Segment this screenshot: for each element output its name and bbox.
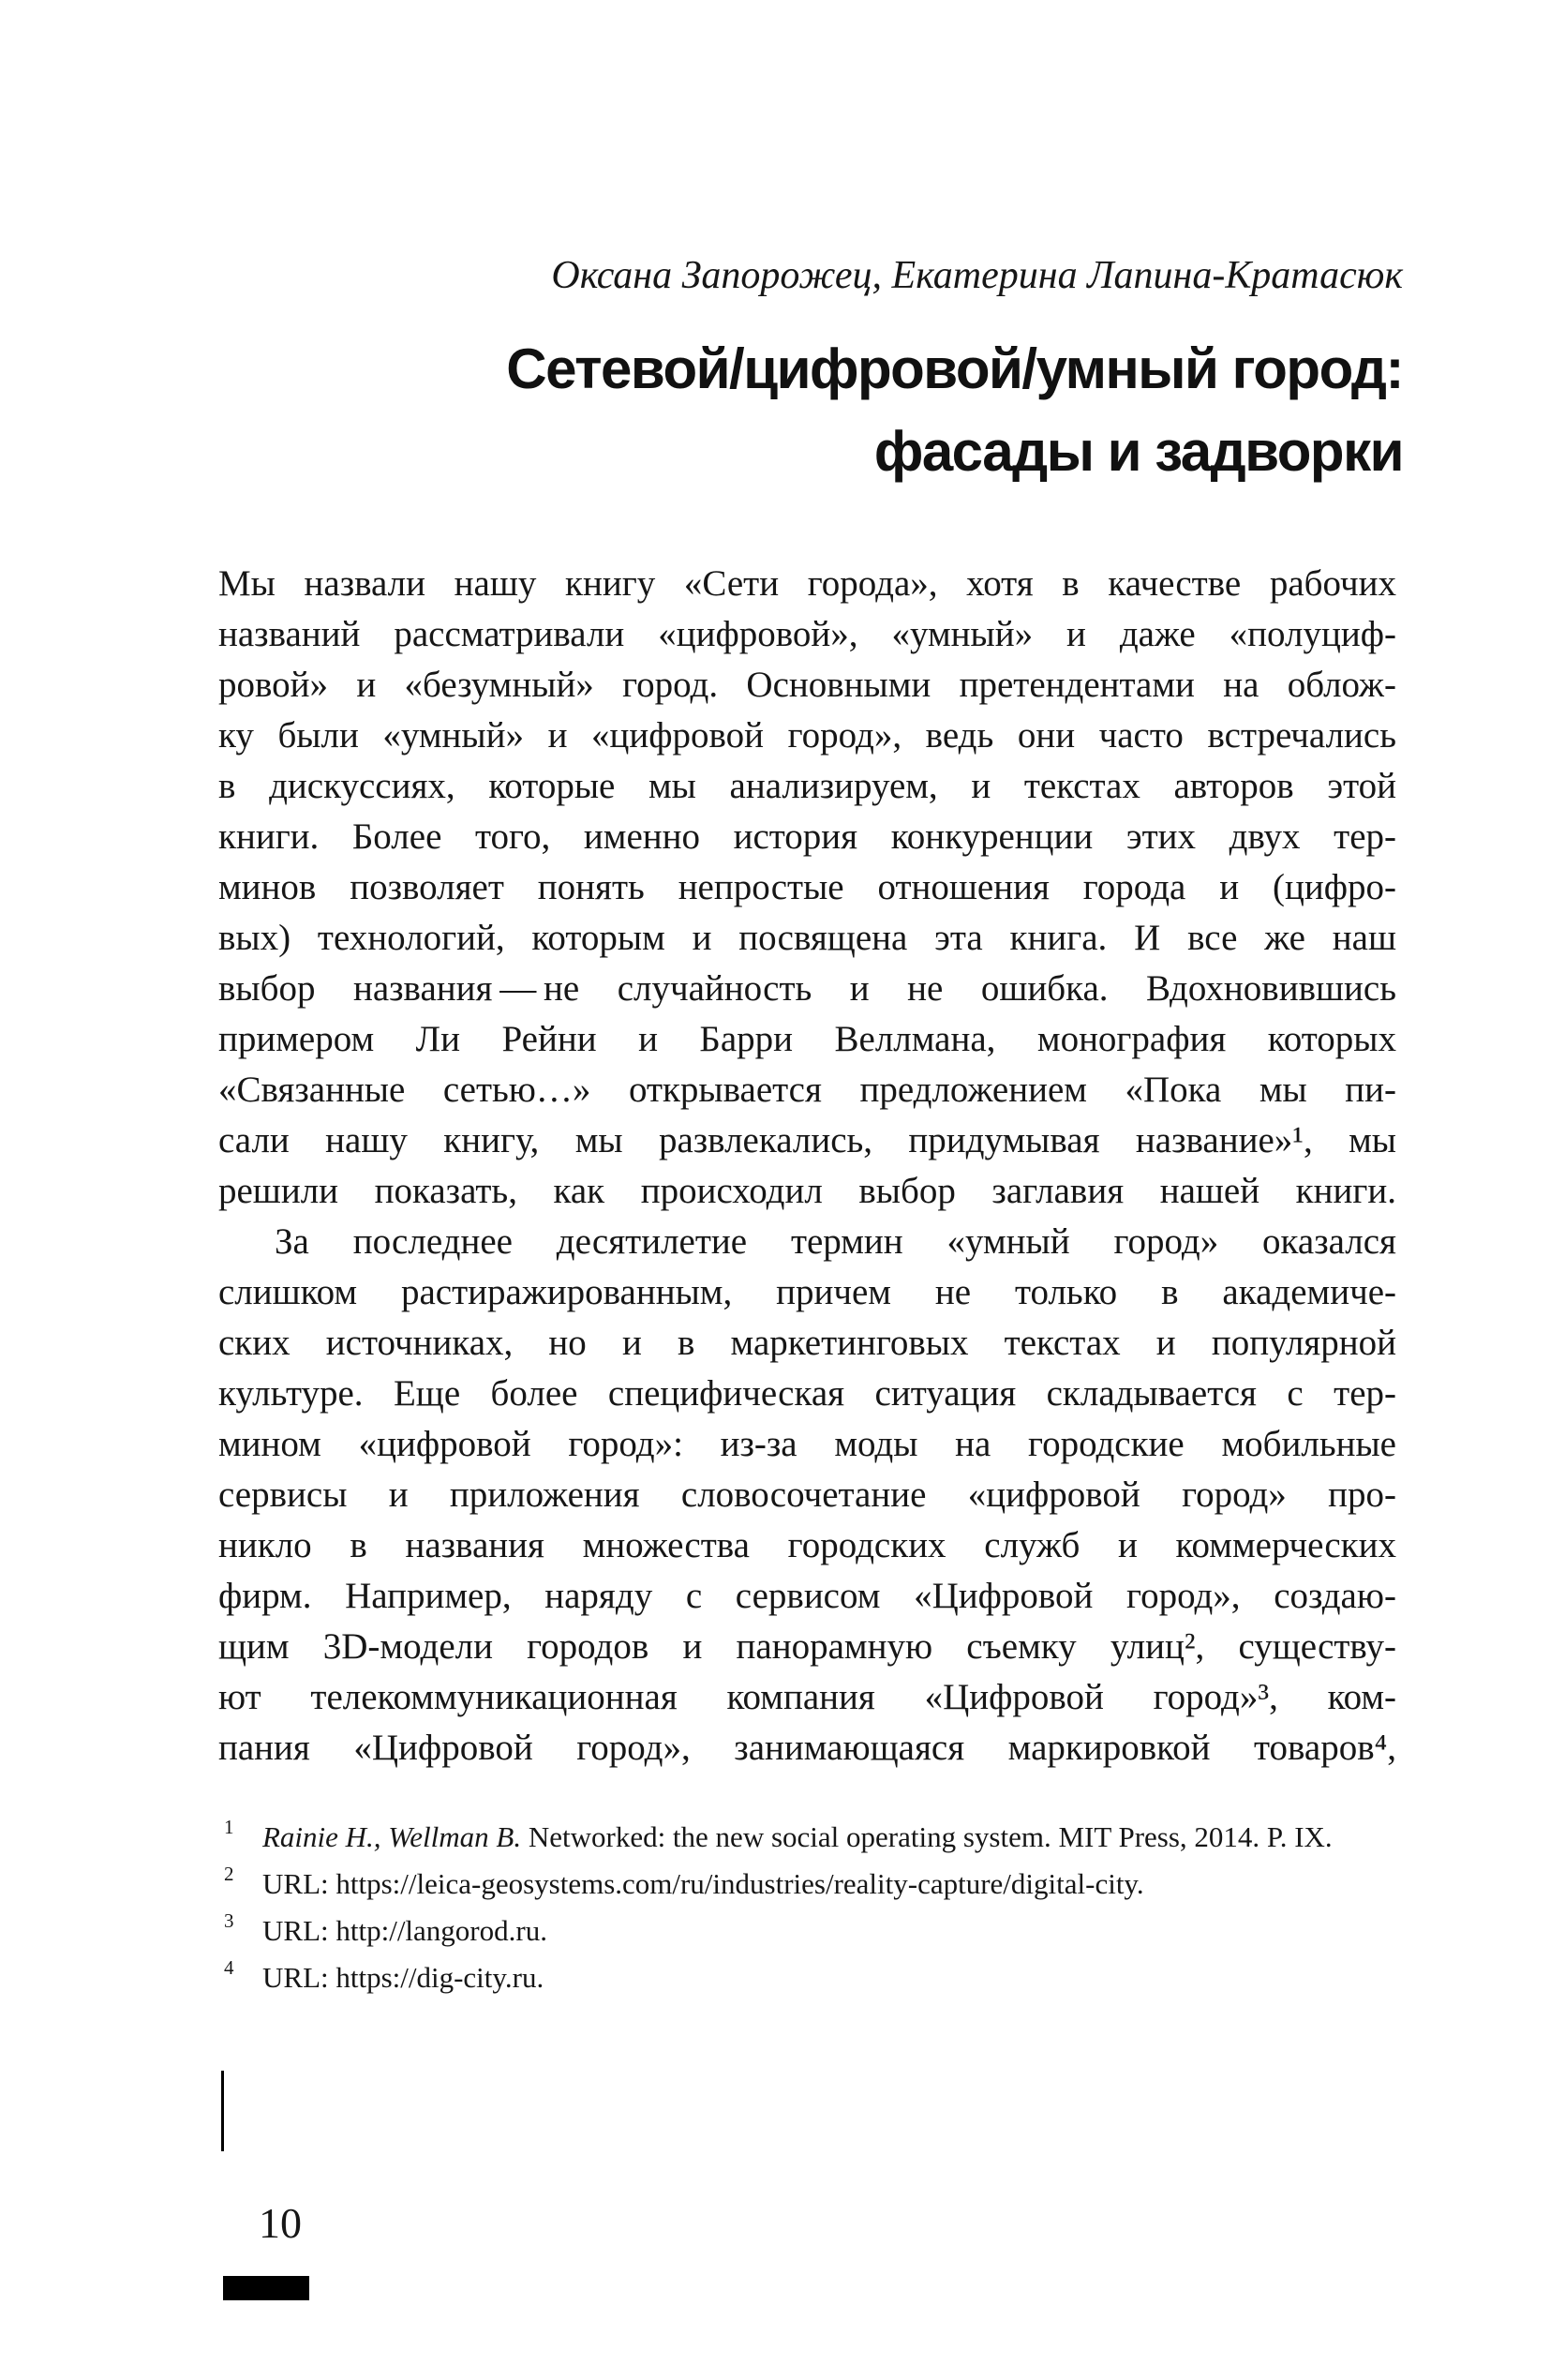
footnote-2 bbox=[218, 1862, 1396, 1906]
body-line: культуре. Еще более специфическая ситуация складывается с тер- bbox=[218, 1373, 1396, 1414]
footnote-3 bbox=[218, 1908, 1396, 1953]
body-text bbox=[218, 559, 1396, 1774]
body-line: названий рассматривали «цифровой», «умный» и даже «полуциф- bbox=[218, 614, 1396, 654]
chapter-title-line-1: Сетевой/цифровой/умный город: bbox=[506, 337, 1403, 400]
body-line: никло в названия множества городских служб и коммерческих bbox=[218, 1525, 1396, 1565]
body-line: сервисы и приложения словосочетание «цифровой город» про- bbox=[218, 1474, 1396, 1515]
body-line: фирм. Например, наряду с сервисом «Цифровой город», создаю- bbox=[218, 1576, 1396, 1616]
body-line: выбор названия — не случайность и не ошибка. Вдохновившись bbox=[218, 968, 1396, 1009]
body-line-paragraph-start: За последнее десятилетие термин «умный город» оказался bbox=[275, 1221, 1396, 1262]
footnotes-block bbox=[218, 1815, 1396, 2002]
body-line: пания «Цифровой город», занимающаяся маркировкой товаров⁴, bbox=[218, 1728, 1396, 1768]
footnote-1 bbox=[218, 1815, 1396, 1859]
footnote-number: 2 bbox=[224, 1863, 234, 1885]
footnote-text: URL: https://dig-city.ru. bbox=[262, 1961, 544, 1994]
footnote-number: 3 bbox=[224, 1909, 234, 1932]
body-line: сали нашу книгу, мы развлекались, придумывая название»¹, мы bbox=[218, 1120, 1396, 1160]
chapter-title bbox=[218, 328, 1403, 493]
body-line: примером Ли Рейни и Барри Веллмана, монография которых bbox=[218, 1019, 1396, 1059]
body-line: в дискуссиях, которые мы анализируем, и текстах авторов этой bbox=[218, 766, 1396, 806]
body-line: книги. Более того, именно история конкуренции этих двух тер- bbox=[218, 816, 1396, 857]
footnote-number: 4 bbox=[224, 1956, 234, 1979]
footnote-number: 1 bbox=[224, 1816, 234, 1838]
body-line: минов позволяет понять непростые отношения города и (цифро- bbox=[218, 867, 1396, 907]
body-line: вых) технологий, которым и посвящена эта книга. И все же наш bbox=[218, 918, 1396, 958]
footnote-text: Networked: the new social operating system. MIT Press, 2014. P. IX. bbox=[521, 1820, 1333, 1853]
body-line: ют телекоммуникационная компания «Цифровой город»³, ком- bbox=[218, 1677, 1396, 1717]
body-line: Мы назвали нашу книгу «Сети города», хотя в качестве рабочих bbox=[218, 563, 1396, 604]
body-line: ку были «умный» и «цифровой город», ведь они часто встречались bbox=[218, 715, 1396, 756]
body-line: ровой» и «безумный» город. Основными претендентами на облож- bbox=[218, 665, 1396, 705]
body-line: щим 3D-модели городов и панорамную съемку улиц², существу- bbox=[218, 1626, 1396, 1667]
footnote-text: URL: https://leica-geosystems.com/ru/industries/reality-capture/digital-city. bbox=[262, 1867, 1144, 1900]
body-line: слишком растиражированным, причем не только в академиче- bbox=[218, 1272, 1396, 1312]
body-line: «Связанные сетью…» открывается предложением «Пока мы пи- bbox=[218, 1070, 1396, 1110]
page-number: 10 bbox=[259, 2199, 302, 2247]
body-line: решили показать, как происходил выбор заглавия нашей книги. bbox=[218, 1171, 1396, 1211]
print-registration-line bbox=[221, 2071, 224, 2151]
body-line: ских источниках, но и в маркетинговых текстах и популярной bbox=[218, 1323, 1396, 1363]
print-registration-bar bbox=[223, 2276, 309, 2300]
author-line: Оксана Запорожец, Екатерина Лапина-Кратасюк bbox=[551, 254, 1403, 297]
footnote-text: URL: http://langorod.ru. bbox=[262, 1914, 547, 1947]
body-line: мином «цифровой город»: из-за моды на городские мобильные bbox=[218, 1424, 1396, 1464]
footnote-4 bbox=[218, 1955, 1396, 1999]
chapter-title-line-2: фасады и задворки bbox=[873, 420, 1403, 483]
footnote-authors: Rainie H., Wellman B. bbox=[262, 1820, 522, 1853]
